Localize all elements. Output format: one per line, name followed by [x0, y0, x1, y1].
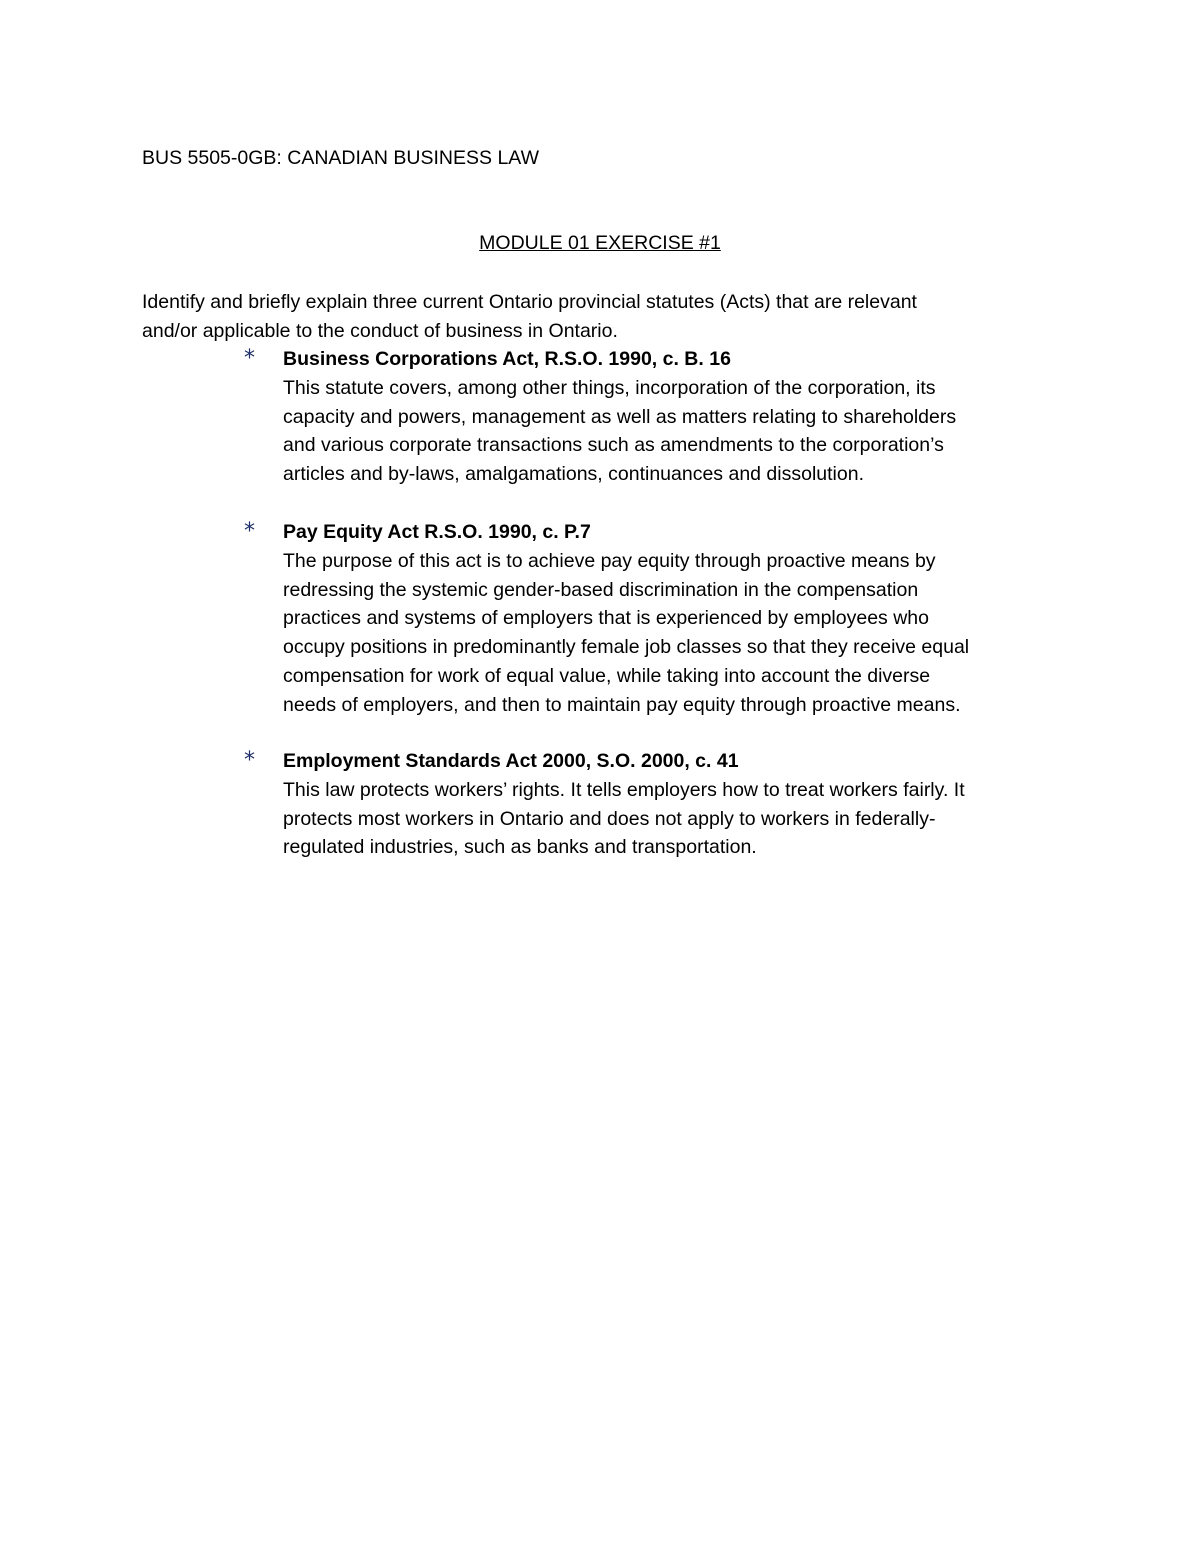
- course-title: BUS 5505-0GB: CANADIAN BUSINESS LAW: [142, 147, 539, 169]
- statute-heading: Business Corporations Act, R.S.O. 1990, c. B. 16: [283, 348, 731, 370]
- asterisk-bullet-icon: *: [244, 519, 255, 544]
- statute-description-line: articles and by-laws, amalgamations, continuances and dissolution.: [283, 463, 864, 486]
- statute-item: [244, 518, 1064, 720]
- statute-description-line: This statute covers, among other things, incorporation of the corporation, its: [283, 376, 936, 399]
- intro-line: Identify and briefly explain three current Ontario provincial statutes (Acts) that are relevant: [142, 291, 917, 313]
- statute-heading: Employment Standards Act 2000, S.O. 2000, c. 41: [283, 750, 739, 772]
- statute-content: [283, 747, 1064, 862]
- statute-content: [283, 345, 1064, 489]
- intro-line: and/or applicable to the conduct of business in Ontario.: [142, 319, 618, 342]
- asterisk-bullet-icon: *: [244, 748, 255, 773]
- module-title: MODULE 01 EXERCISE #1: [479, 232, 721, 254]
- statute-description-line: regulated industries, such as banks and transportation.: [283, 836, 757, 859]
- statute-content: [283, 518, 1064, 720]
- asterisk-bullet-icon: *: [244, 346, 255, 371]
- intro-paragraph: [142, 288, 1042, 346]
- statute-description-line: needs of employers, and then to maintain pay equity through proactive means.: [283, 693, 961, 716]
- statute-item: [244, 345, 1064, 489]
- statute-description-line: practices and systems of employers that is experienced by employees who: [283, 607, 929, 630]
- statute-heading: Pay Equity Act R.S.O. 1990, c. P.7: [283, 521, 591, 543]
- statute-description-line: and various corporate transactions such as amendments to the corporation’s: [283, 434, 944, 457]
- statute-description-line: compensation for work of equal value, while taking into account the diverse: [283, 664, 931, 687]
- statute-item: [244, 747, 1064, 862]
- statute-description-line: capacity and powers, management as well as matters relating to shareholders: [283, 405, 957, 428]
- statute-description-line: redressing the systemic gender-based discrimination in the compensation: [283, 578, 919, 601]
- statute-description-line: occupy positions in predominantly female job classes so that they receive equal: [283, 636, 970, 659]
- statute-description-line: The purpose of this act is to achieve pay equity through proactive means by: [283, 549, 936, 572]
- statute-description-line: protects most workers in Ontario and does not apply to workers in federally-: [283, 807, 936, 830]
- statute-description-line: This law protects workers’ rights. It tells employers how to treat workers fairly. It: [283, 778, 965, 801]
